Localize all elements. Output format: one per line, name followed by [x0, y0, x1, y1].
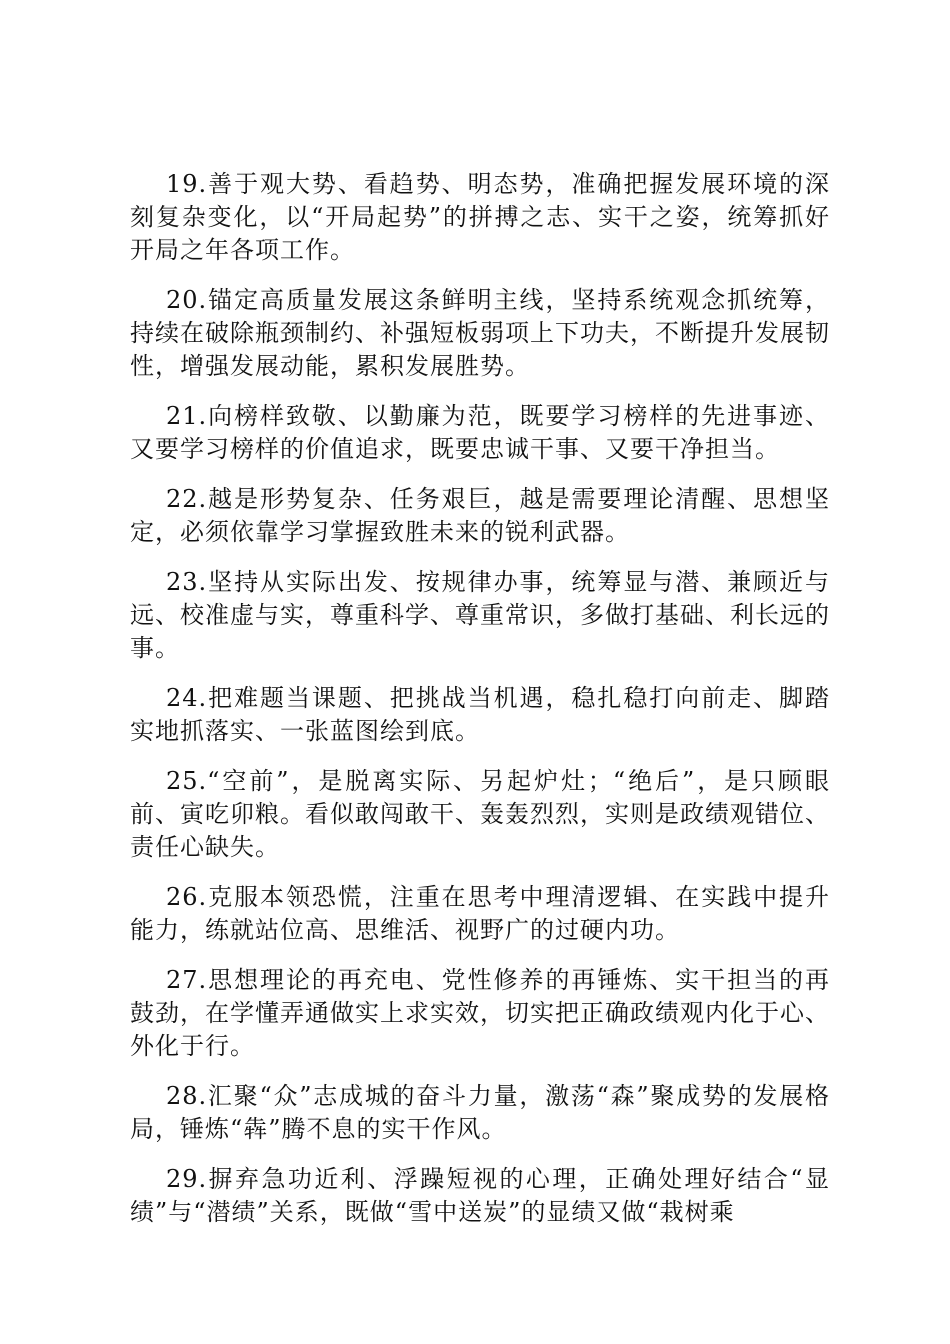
paragraph-20: 20.锚定高质量发展这条鲜明主线，坚持系统观念抓统筹，持续在破除瓶颈制约、补强短板弱项上下功夫，不断提升发展韧性，增强发展动能，累积发展胜势。 — [130, 286, 830, 380]
paragraph-19: 19.善于观大势、看趋势、明态势，准确把握发展环境的深刻复杂变化，以“开局起势”的拼搏之志、实干之姿，统筹抓好开局之年各项工作。 — [130, 170, 830, 264]
paragraph-28: 28.汇聚“众”志成城的奋斗力量，激荡“森”聚成势的发展格局，锤炼“犇”腾不息的实干作风。 — [130, 1082, 830, 1143]
paragraph-21: 21.向榜样致敬、以勤廉为范，既要学习榜样的先进事迹、又要学习榜样的价值追求，既要忠诚干事、又要干净担当。 — [130, 402, 830, 463]
paragraph-26: 26.克服本领恐慌，注重在思考中理清逻辑、在实践中提升能力，练就站位高、思维活、视野广的过硬内功。 — [130, 883, 830, 944]
paragraph-25: 25.“空前”，是脱离实际、另起炉灶；“绝后”，是只顾眼前、寅吃卯粮。看似敢闯敢干、轰轰烈烈，实则是政绩观错位、责任心缺失。 — [130, 767, 830, 861]
document-body — [130, 168, 830, 1246]
paragraph-24: 24.把难题当课题、把挑战当机遇，稳扎稳打向前走、脚踏实地抓落实、一张蓝图绘到底。 — [130, 684, 830, 745]
paragraph-27: 27.思想理论的再充电、党性修养的再锤炼、实干担当的再鼓劲，在学懂弄通做实上求实效，切实把正确政绩观内化于心、外化于行。 — [130, 966, 830, 1060]
paragraph-23: 23.坚持从实际出发、按规律办事，统筹显与潜、兼顾近与远、校准虚与实，尊重科学、尊重常识，多做打基础、利长远的事。 — [130, 568, 830, 662]
paragraph-29: 29.摒弃急功近利、浮躁短视的心理，正确处理好结合“显绩”与“潜绩”关系，既做“雪中送炭”的显绩又做“栽树乘 — [130, 1165, 830, 1226]
paragraph-22: 22.越是形势复杂、任务艰巨，越是需要理论清醒、思想坚定，必须依靠学习掌握致胜未来的锐利武器。 — [130, 485, 830, 546]
